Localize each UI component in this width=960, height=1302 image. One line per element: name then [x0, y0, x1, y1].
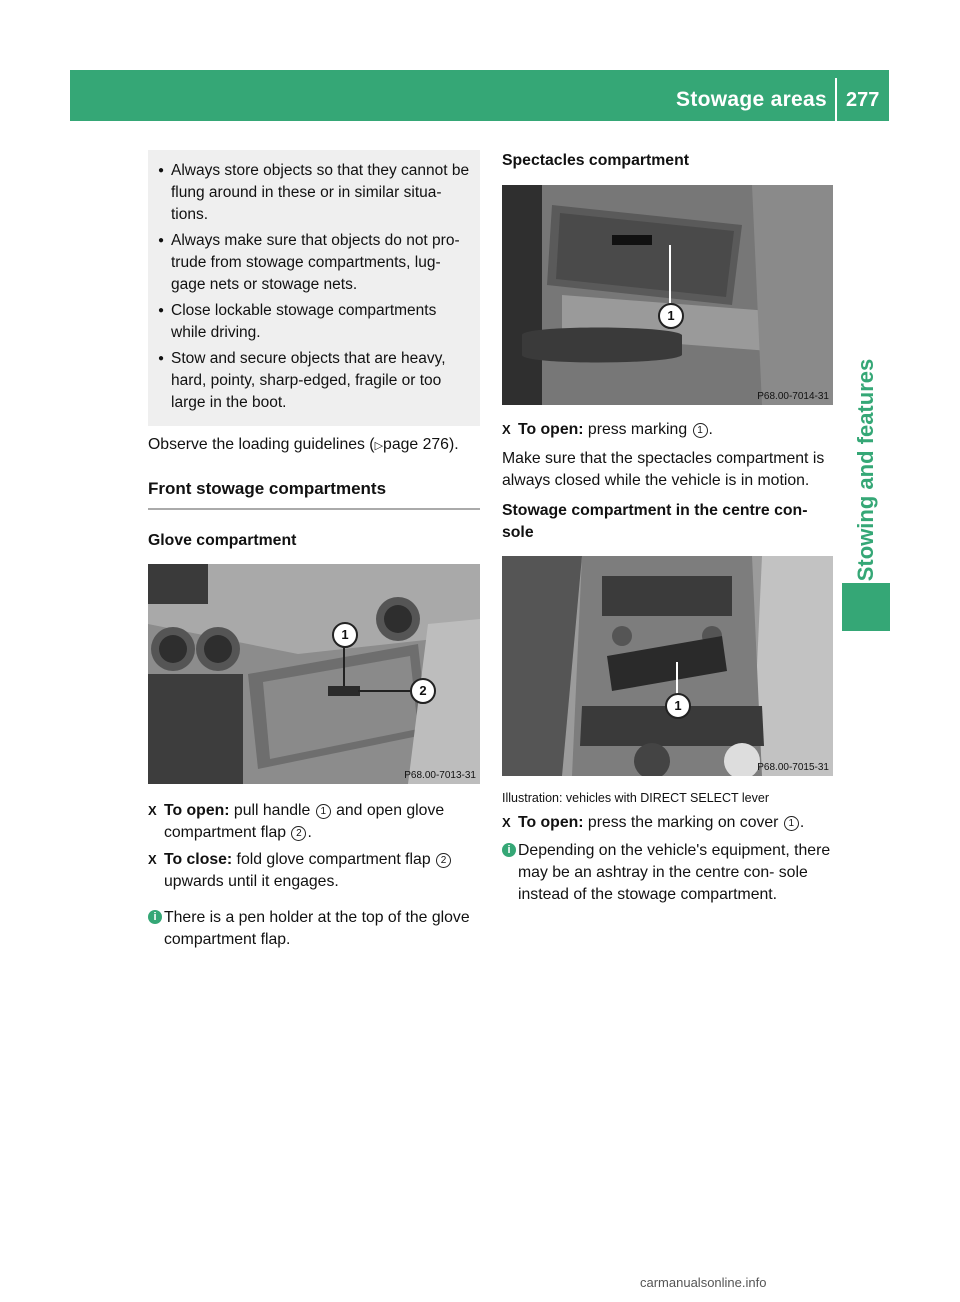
glove-compartment-illustration	[148, 564, 480, 784]
console-open-step	[502, 812, 833, 834]
step-marker-icon: X	[502, 815, 511, 830]
front-stowage-heading: Front stowage compartments	[148, 479, 480, 510]
image-code: P68.00-7013-31	[404, 770, 476, 781]
info-text: There is a pen holder at the top of the glove compartment flap.	[164, 909, 470, 948]
console-photo	[502, 556, 833, 776]
step-text: upwards until it engages.	[164, 873, 339, 890]
loading-guidelines-note	[148, 434, 480, 457]
glove-open-step	[148, 800, 480, 844]
callout-2: 2	[410, 678, 436, 704]
console-caption: Illustration: vehicles with DIRECT SELECT lever	[502, 791, 769, 805]
console-illustration	[502, 556, 833, 776]
console-heading: Stowage compartment in the centre con- sole	[502, 502, 808, 541]
step-marker-icon: X	[148, 803, 157, 818]
warning-bullet: ● Close lockable stowage compartments while driving.	[158, 300, 474, 344]
info-icon: i	[148, 910, 162, 924]
callout-ref-1: 1	[316, 804, 331, 819]
chapter-tab-marker	[842, 583, 890, 631]
page-header	[70, 70, 889, 121]
chapter-side-label: Stowing and features	[853, 358, 878, 582]
spectacles-note: Make sure that the spectacles compartment is always closed while the vehicle is in motion.	[502, 450, 825, 489]
glove-compartment-photo	[148, 564, 480, 784]
warning-bullet: ● Always store objects so that they cannot be flung around in these or in similar situa- tions.	[158, 160, 474, 226]
glove-info-note	[148, 907, 480, 951]
step-text: and open glove compartment flap	[164, 802, 445, 841]
warning-bullet: ● Stow and secure objects that are heavy, hard, pointy, sharp-edged, fragile or too large in the boot.	[158, 348, 474, 414]
step-marker-icon: X	[502, 422, 511, 437]
step-text: fold glove compartment flap	[232, 851, 436, 868]
spectacles-illustration	[502, 185, 833, 405]
image-code: P68.00-7014-31	[757, 391, 829, 402]
step-text: press the marking on cover	[583, 814, 783, 831]
step-label: To open:	[164, 802, 230, 819]
spectacles-open-step	[502, 419, 833, 441]
info-icon: i	[502, 843, 516, 857]
step-text: .	[799, 814, 805, 831]
page-ref-arrow-icon: ▷	[374, 440, 384, 452]
callout-ref-1: 1	[784, 816, 799, 831]
info-text: Depending on the vehicle's equipment, there may be an ashtray in the centre con- sole instead of the stowage compartment.	[518, 842, 831, 903]
step-text: .	[307, 824, 312, 841]
loading-note-text: Observe the loading guidelines (	[148, 436, 375, 453]
right-column	[502, 150, 833, 906]
header-divider	[835, 78, 837, 121]
spectacles-heading: Spectacles compartment	[502, 152, 690, 169]
callout-ref-2: 2	[291, 826, 306, 841]
callout-ref-2: 2	[436, 853, 451, 868]
callout-1: 1	[332, 622, 358, 648]
callout-1: 1	[658, 303, 684, 329]
glove-close-step	[148, 849, 480, 893]
section-title: Stowage areas	[676, 88, 827, 111]
loading-note-end: ).	[448, 436, 459, 453]
step-text: .	[708, 421, 713, 438]
step-text: pull handle	[229, 802, 315, 819]
warning-bullet: ● Always make sure that objects do not pro- trude from stowage compartments, lug- gage nets or stowage nets.	[158, 230, 474, 296]
warning-box	[148, 150, 480, 426]
watermark: carmanualsonline.info	[640, 1275, 767, 1290]
page-number: 277	[846, 89, 880, 111]
step-label: To close:	[164, 851, 233, 868]
spectacles-photo	[502, 185, 833, 405]
console-info-note	[502, 840, 833, 906]
page-reference-link[interactable]: page 276	[383, 436, 449, 453]
image-code: P68.00-7015-31	[757, 762, 829, 773]
glove-compartment-heading: Glove compartment	[148, 532, 297, 549]
callout-ref-1: 1	[693, 423, 708, 438]
step-label: To open:	[518, 814, 584, 831]
step-text: press marking	[583, 421, 692, 438]
callout-1: 1	[665, 693, 691, 719]
step-marker-icon: X	[148, 852, 157, 867]
left-column	[148, 150, 480, 951]
step-label: To open:	[518, 421, 584, 438]
